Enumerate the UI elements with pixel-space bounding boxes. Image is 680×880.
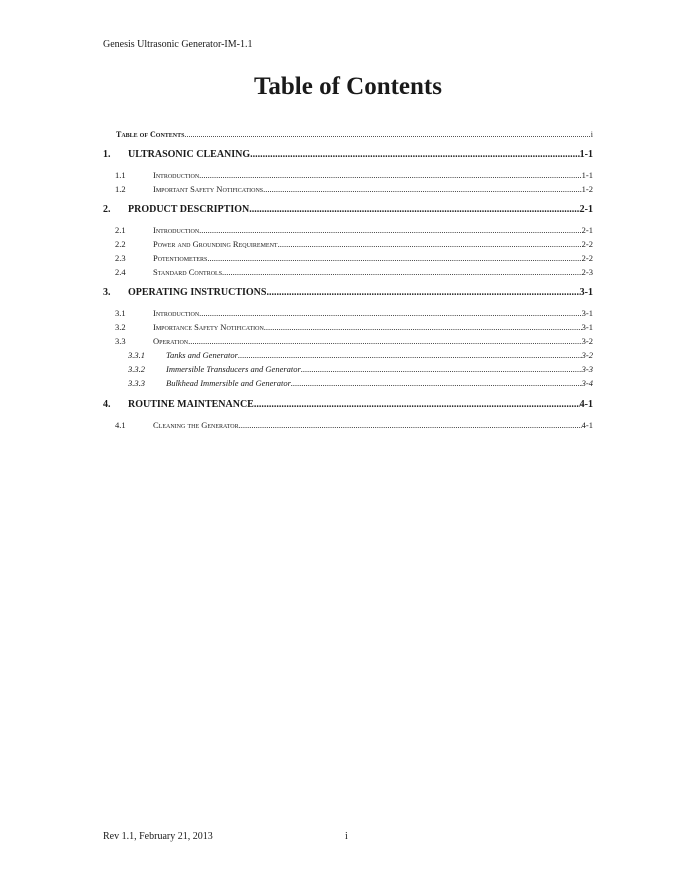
toc-entry-subsection-3-3-1[interactable] [103, 350, 593, 360]
toc-entry-section-3-2[interactable] [103, 322, 593, 332]
toc-entry-number: 3.1 [115, 308, 126, 318]
toc-entry-number: 1. [103, 149, 111, 160]
toc-entry-label: Tanks and Generator [166, 350, 238, 360]
toc-entry-label: OPERATING INSTRUCTIONS [128, 287, 267, 298]
toc-entry-number: 4. [103, 399, 111, 410]
toc-entry-subsection-3-3-2[interactable] [103, 364, 593, 374]
toc-leader [264, 322, 582, 332]
toc-entry-label: Operation [153, 336, 189, 346]
toc-leader [222, 267, 582, 277]
toc-entry-page: 4-1 [579, 399, 593, 410]
toc-entry-label: Power and Grounding Requirement [153, 239, 278, 249]
toc-entry-label: Cleaning the Generator [153, 420, 239, 430]
toc-entry-chapter-3[interactable] [103, 287, 593, 298]
toc-entry-page: 2-3 [581, 267, 593, 277]
toc-leader [249, 204, 579, 215]
toc-entry-page: 3-1 [579, 287, 593, 298]
toc-entry-number: 4.1 [115, 420, 126, 430]
toc-entry-page: 3-1 [581, 308, 593, 318]
running-header: Genesis Ultrasonic Generator-IM-1.1 [103, 39, 253, 50]
toc-entry-page: 4-1 [581, 420, 593, 430]
toc-entry-number: 3.3 [115, 336, 126, 346]
toc-entry-label: ROUTINE MAINTENANCE [128, 399, 254, 410]
toc-entry-label: Introduction [153, 170, 200, 180]
toc-entry-page: 1-2 [581, 184, 593, 194]
toc-leader [266, 287, 579, 298]
toc-entry-page: 2-1 [579, 204, 593, 215]
toc-entry-page: 1-1 [581, 170, 593, 180]
toc-entry-page: 3-3 [581, 364, 593, 374]
toc-entry-label: Importance Safety Notification [153, 322, 264, 332]
toc-leader [184, 130, 590, 139]
toc-entry-number: 2.1 [115, 225, 126, 235]
toc-entry-label: Immersible Transducers and Generator [166, 364, 301, 374]
toc-entry-number: 2. [103, 204, 111, 215]
toc-entry-number: 2.3 [115, 253, 126, 263]
toc-leader [199, 225, 581, 235]
toc-entry-section-2-1[interactable] [103, 225, 593, 235]
toc-entry-section-3-3[interactable] [103, 336, 593, 346]
toc-entry-chapter-1[interactable] [103, 149, 593, 160]
toc-entry-number: 3.2 [115, 322, 126, 332]
toc-leader [291, 378, 582, 388]
toc-entry-label: Introduction [153, 225, 200, 235]
toc-entry-number: 3.3.3 [128, 378, 145, 388]
toc-entry-page: 3-2 [581, 350, 593, 360]
toc-entry-chapter-2[interactable] [103, 204, 593, 215]
toc-entry-subsection-3-3-3[interactable] [103, 378, 593, 388]
toc-entry-section-3-1[interactable] [103, 308, 593, 318]
toc-entry-label: Standard Controls [153, 267, 223, 277]
toc-leader [263, 184, 582, 194]
toc-entry-number: 1.2 [115, 184, 126, 194]
toc-leader [238, 350, 582, 360]
page-title: Table of Contents [254, 73, 442, 100]
toc-entry-label: Table of Contents [116, 130, 185, 139]
toc-entry-label: Bulkhead Immersible and Generator [166, 378, 291, 388]
toc-entry-chapter-4[interactable] [103, 399, 593, 410]
toc-leader [188, 336, 582, 346]
toc-leader [199, 170, 581, 180]
toc-entry-label: Introduction [153, 308, 200, 318]
toc-entry-section-1-2[interactable] [103, 184, 593, 194]
toc-entry-page: i [590, 130, 593, 139]
toc-entry-number: 2.2 [115, 239, 126, 249]
footer-page-number: i [345, 831, 348, 842]
toc-entry-section-1-1[interactable] [103, 170, 593, 180]
toc-entry-label: Potentiometers [153, 253, 208, 263]
toc-entry-table-of-contents[interactable] [103, 130, 593, 139]
toc-entry-page: 3-4 [581, 378, 593, 388]
toc-entry-page: 2-2 [581, 253, 593, 263]
toc-entry-section-2-4[interactable] [103, 267, 593, 277]
toc-leader [239, 420, 582, 430]
toc-entry-number: 3.3.2 [128, 364, 145, 374]
toc-entry-number: 3. [103, 287, 111, 298]
toc-entry-label: PRODUCT DESCRIPTION [128, 204, 250, 215]
toc-entry-page: 2-1 [581, 225, 593, 235]
toc-entry-section-2-3[interactable] [103, 253, 593, 263]
toc-leader [301, 364, 582, 374]
toc-entry-number: 1.1 [115, 170, 126, 180]
toc-entry-label: Important Safety Notifications [153, 184, 264, 194]
toc-entry-page: 2-2 [581, 239, 593, 249]
toc-entry-label: ULTRASONIC CLEANING [128, 149, 251, 160]
toc-entry-section-2-2[interactable] [103, 239, 593, 249]
footer-revision: Rev 1.1, February 21, 2013 [103, 831, 213, 842]
toc-entry-number: 2.4 [115, 267, 126, 277]
toc-leader [250, 149, 579, 160]
toc-leader [207, 253, 581, 263]
toc-leader [254, 399, 580, 410]
toc-entry-page: 3-1 [581, 322, 593, 332]
toc-entry-page: 1-1 [579, 149, 593, 160]
toc-leader [199, 308, 581, 318]
toc-leader [278, 239, 582, 249]
toc-entry-page: 3-2 [581, 336, 593, 346]
toc-entry-section-4-1[interactable] [103, 420, 593, 430]
toc-entry-number: 3.3.1 [128, 350, 145, 360]
